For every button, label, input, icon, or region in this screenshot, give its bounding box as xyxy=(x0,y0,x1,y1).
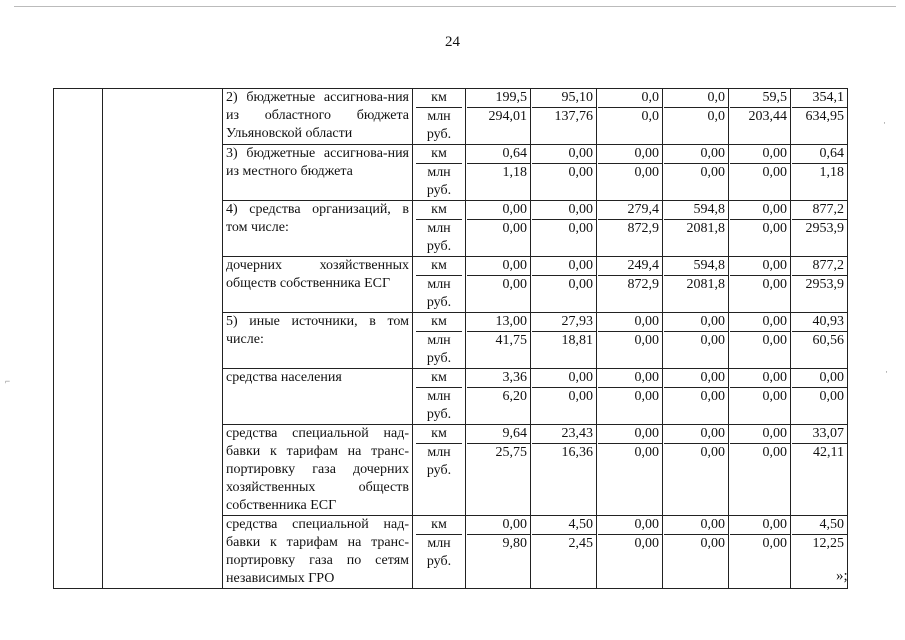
value-cell xyxy=(791,257,848,313)
value-cell xyxy=(597,425,663,516)
value-rub: 1,18 xyxy=(792,163,847,182)
value-km: 9,64 xyxy=(502,426,527,441)
empty-col-a xyxy=(54,89,103,589)
value-km: 354,1 xyxy=(812,90,844,105)
value-cell xyxy=(597,145,663,201)
source-cell: средства специальной над-бавки к тарифам на транс-портировку газа дочерних хозяйственных обществ собственника ЕСГ xyxy=(223,425,413,516)
value-cell xyxy=(663,145,729,201)
value-rub: 12,25 xyxy=(792,534,847,553)
value-rub: 0,0 xyxy=(598,107,662,126)
financing-table xyxy=(53,88,848,589)
value-cell xyxy=(466,257,531,313)
value-cell xyxy=(663,313,729,369)
value-cell xyxy=(466,516,531,589)
unit-rub: млн руб. xyxy=(416,219,462,256)
value-rub: 0,00 xyxy=(598,163,662,182)
value-cell xyxy=(597,201,663,257)
source-cell: дочерних хозяйственных обществ собственника ЕСГ xyxy=(223,257,413,313)
value-km: 0,00 xyxy=(502,202,527,217)
value-km: 40,93 xyxy=(812,314,844,329)
value-km: 877,2 xyxy=(812,202,844,217)
value-km: 27,93 xyxy=(561,314,593,329)
value-rub: 0,00 xyxy=(664,443,728,462)
value-cell xyxy=(597,516,663,589)
empty-col-b xyxy=(103,89,223,589)
unit-cell xyxy=(413,201,466,257)
value-cell xyxy=(729,313,791,369)
value-cell xyxy=(729,425,791,516)
unit-rub: млн руб. xyxy=(416,534,462,571)
value-km: 59,5 xyxy=(762,90,787,105)
value-rub: 0,00 xyxy=(598,534,662,553)
value-rub: 0,00 xyxy=(598,331,662,350)
scan-margin-mark: · xyxy=(885,367,888,377)
unit-km: км xyxy=(431,146,447,161)
unit-cell xyxy=(413,89,466,145)
value-km: 0,00 xyxy=(700,426,725,441)
unit-cell xyxy=(413,369,466,425)
unit-km: км xyxy=(431,258,447,273)
value-rub: 0,00 xyxy=(532,163,596,182)
value-rub: 0,00 xyxy=(730,387,790,406)
value-cell xyxy=(531,516,597,589)
value-rub: 0,00 xyxy=(664,387,728,406)
page-number: 24 xyxy=(445,34,460,50)
scan-margin-mark: · xyxy=(883,118,886,128)
unit-km: км xyxy=(431,517,447,532)
value-km: 199,5 xyxy=(495,90,527,105)
value-rub: 60,56 xyxy=(792,331,847,350)
value-cell xyxy=(597,313,663,369)
value-rub: 203,44 xyxy=(730,107,790,126)
value-cell xyxy=(466,425,531,516)
value-rub: 41,75 xyxy=(467,331,530,350)
value-rub: 42,11 xyxy=(792,443,847,462)
value-km: 594,8 xyxy=(693,258,725,273)
source-cell: 2) бюджетные ассигнова-ния из областного бюджета Ульяновской области xyxy=(223,89,413,145)
value-rub: 2953,9 xyxy=(792,275,847,294)
value-rub: 0,00 xyxy=(664,163,728,182)
value-rub: 0,00 xyxy=(664,331,728,350)
value-km: 13,00 xyxy=(495,314,527,329)
value-rub: 137,76 xyxy=(532,107,596,126)
value-km: 0,00 xyxy=(762,146,787,161)
value-cell xyxy=(466,369,531,425)
unit-km: км xyxy=(431,426,447,441)
value-km: 33,07 xyxy=(812,426,844,441)
closing-quote-mark: »; xyxy=(836,568,848,584)
unit-rub: млн руб. xyxy=(416,163,462,200)
value-rub: 0,00 xyxy=(467,219,530,238)
value-km: 279,4 xyxy=(627,202,659,217)
value-km: 3,36 xyxy=(502,370,527,385)
value-cell xyxy=(466,145,531,201)
value-cell xyxy=(729,257,791,313)
value-cell xyxy=(597,89,663,145)
value-rub: 0,00 xyxy=(598,387,662,406)
value-cell xyxy=(466,201,531,257)
value-km: 0,00 xyxy=(762,517,787,532)
value-rub: 0,00 xyxy=(664,534,728,553)
value-km: 0,00 xyxy=(700,314,725,329)
value-cell xyxy=(531,257,597,313)
value-km: 0,00 xyxy=(700,370,725,385)
value-rub: 0,00 xyxy=(532,275,596,294)
value-rub: 0,00 xyxy=(730,163,790,182)
value-km: 0,64 xyxy=(819,146,844,161)
source-cell: средства населения xyxy=(223,369,413,425)
value-cell xyxy=(791,313,848,369)
source-cell: 5) иные источники, в том числе: xyxy=(223,313,413,369)
value-km: 0,00 xyxy=(762,426,787,441)
value-km: 0,00 xyxy=(762,314,787,329)
value-km: 0,00 xyxy=(762,258,787,273)
unit-km: км xyxy=(431,202,447,217)
value-rub: 2081,8 xyxy=(664,219,728,238)
scan-margin-mark: ⌐ xyxy=(5,376,11,386)
value-km: 0,00 xyxy=(568,146,593,161)
value-km: 23,43 xyxy=(561,426,593,441)
value-rub: 0,0 xyxy=(664,107,728,126)
value-km: 0,00 xyxy=(762,202,787,217)
value-cell xyxy=(531,425,597,516)
value-km: 0,00 xyxy=(568,202,593,217)
value-rub: 25,75 xyxy=(467,443,530,462)
value-km: 0,00 xyxy=(502,517,527,532)
value-km: 0,00 xyxy=(502,258,527,273)
value-rub: 2,45 xyxy=(532,534,596,553)
value-km: 594,8 xyxy=(693,202,725,217)
table-body xyxy=(54,89,848,589)
value-cell xyxy=(729,201,791,257)
value-rub: 6,20 xyxy=(467,387,530,406)
value-rub: 0,00 xyxy=(730,443,790,462)
value-km: 0,00 xyxy=(762,370,787,385)
value-rub: 0,00 xyxy=(467,275,530,294)
value-cell xyxy=(531,89,597,145)
value-km: 0,00 xyxy=(700,517,725,532)
unit-rub: млн руб. xyxy=(416,107,462,144)
value-km: 0,00 xyxy=(819,370,844,385)
value-rub: 0,00 xyxy=(532,219,596,238)
value-cell xyxy=(791,145,848,201)
value-cell xyxy=(531,201,597,257)
unit-rub: млн руб. xyxy=(416,443,462,480)
value-rub: 1,18 xyxy=(467,163,530,182)
value-rub: 634,95 xyxy=(792,107,847,126)
value-rub: 0,00 xyxy=(792,387,847,406)
value-cell xyxy=(729,516,791,589)
scan-top-edge xyxy=(14,6,896,7)
unit-cell xyxy=(413,313,466,369)
unit-km: км xyxy=(431,90,447,105)
value-rub: 0,00 xyxy=(730,534,790,553)
value-km: 0,0 xyxy=(641,90,659,105)
value-cell xyxy=(531,145,597,201)
value-km: 95,10 xyxy=(561,90,593,105)
value-cell xyxy=(791,89,848,145)
value-km: 0,0 xyxy=(707,90,725,105)
value-cell xyxy=(531,313,597,369)
value-cell xyxy=(663,516,729,589)
value-cell xyxy=(663,425,729,516)
unit-cell xyxy=(413,257,466,313)
value-cell xyxy=(663,257,729,313)
table-row xyxy=(54,89,848,145)
unit-cell xyxy=(413,516,466,589)
value-cell xyxy=(663,89,729,145)
value-km: 4,50 xyxy=(568,517,593,532)
value-cell xyxy=(791,369,848,425)
value-rub: 294,01 xyxy=(467,107,530,126)
value-cell xyxy=(729,89,791,145)
value-km: 249,4 xyxy=(627,258,659,273)
value-km: 877,2 xyxy=(812,258,844,273)
value-cell xyxy=(729,369,791,425)
value-rub: 0,00 xyxy=(598,443,662,462)
value-rub: 0,00 xyxy=(532,387,596,406)
value-rub: 18,81 xyxy=(532,331,596,350)
value-km: 0,00 xyxy=(634,426,659,441)
unit-rub: млн руб. xyxy=(416,331,462,368)
value-cell xyxy=(663,369,729,425)
source-cell: средства специальной над-бавки к тарифам на транс-портировку газа по сетям независимых ГРО xyxy=(223,516,413,589)
value-km: 0,00 xyxy=(634,370,659,385)
value-cell xyxy=(663,201,729,257)
value-cell xyxy=(729,145,791,201)
source-cell: 3) бюджетные ассигнова-ния из местного бюджета xyxy=(223,145,413,201)
value-rub: 9,80 xyxy=(467,534,530,553)
value-cell xyxy=(791,201,848,257)
value-km: 0,00 xyxy=(568,370,593,385)
value-km: 4,50 xyxy=(819,517,844,532)
value-km: 0,00 xyxy=(634,517,659,532)
value-km: 0,64 xyxy=(502,146,527,161)
unit-km: км xyxy=(431,370,447,385)
source-cell: 4) средства организаций, в том числе: xyxy=(223,201,413,257)
value-cell xyxy=(597,369,663,425)
unit-cell xyxy=(413,145,466,201)
value-km: 0,00 xyxy=(568,258,593,273)
value-rub: 0,00 xyxy=(730,219,790,238)
value-cell xyxy=(791,425,848,516)
value-rub: 0,00 xyxy=(730,275,790,294)
unit-km: км xyxy=(431,314,447,329)
value-rub: 872,9 xyxy=(598,219,662,238)
value-cell xyxy=(531,369,597,425)
value-rub: 0,00 xyxy=(730,331,790,350)
unit-rub: млн руб. xyxy=(416,387,462,424)
value-km: 0,00 xyxy=(700,146,725,161)
value-cell xyxy=(466,313,531,369)
unit-rub: млн руб. xyxy=(416,275,462,312)
value-km: 0,00 xyxy=(634,146,659,161)
value-km: 0,00 xyxy=(634,314,659,329)
value-rub: 2081,8 xyxy=(664,275,728,294)
value-rub: 2953,9 xyxy=(792,219,847,238)
unit-cell xyxy=(413,425,466,516)
value-rub: 872,9 xyxy=(598,275,662,294)
value-rub: 16,36 xyxy=(532,443,596,462)
value-cell xyxy=(597,257,663,313)
value-cell xyxy=(466,89,531,145)
